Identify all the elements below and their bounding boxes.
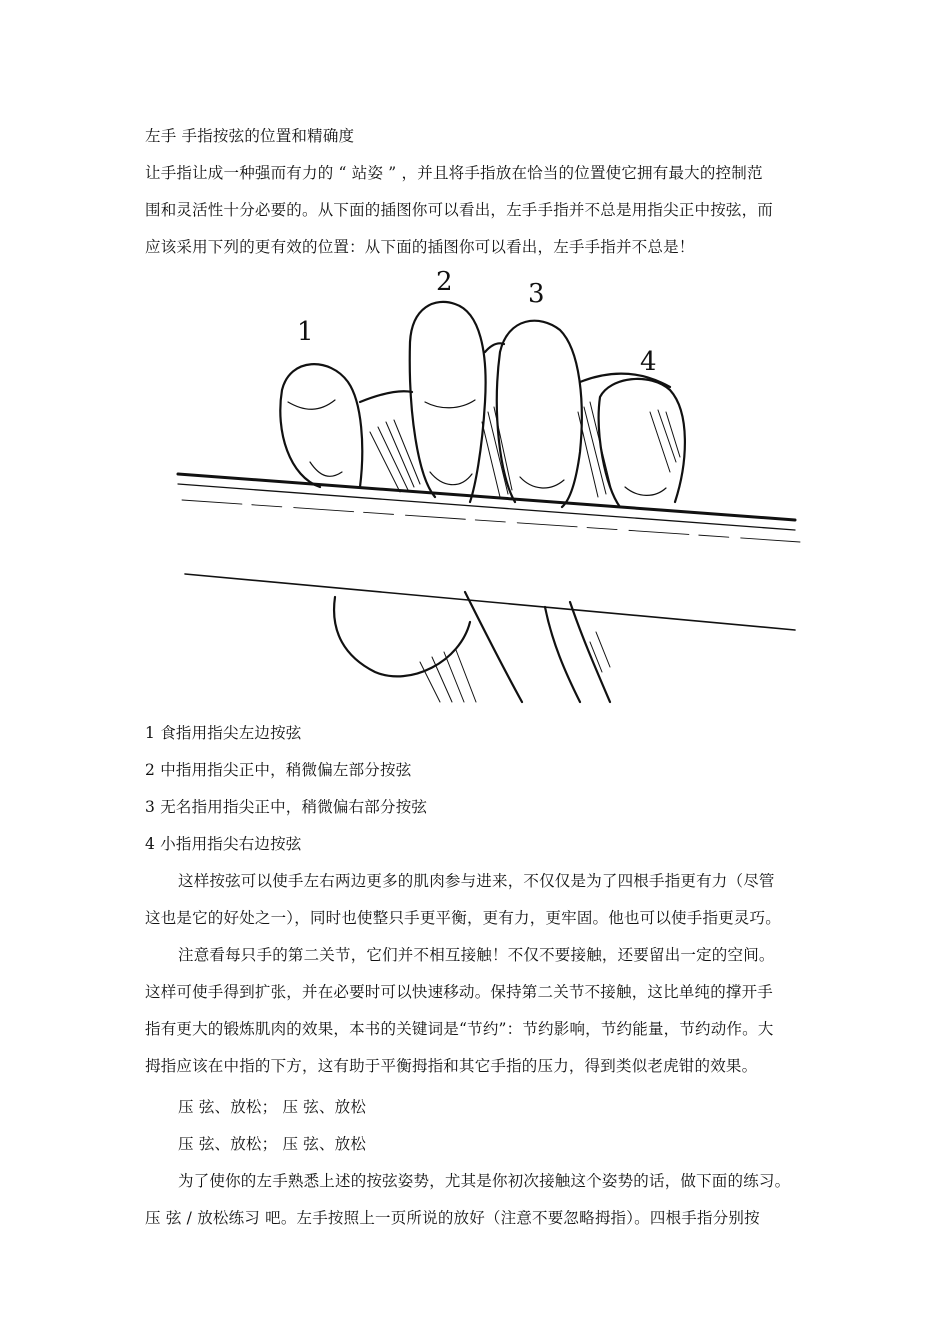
thumb [334,597,470,676]
fingerboard-top-edge [178,474,795,520]
finger-label-3: 3 [528,279,545,309]
legend-item-1: 1 食指用指尖左边按弦 [145,724,302,742]
finger-label-2: 2 [436,267,453,297]
body-line-5: 指有更大的锻炼肌肉的效果，本书的关键词是“节约”：节约影响，节约能量，节约动作。大 [145,1020,774,1038]
middle-finger [410,302,486,502]
legend-item-2: 2 中指用指尖正中，稍微偏左部分按弦 [145,761,412,779]
exercise-line-1: 压 弦、放松； 压 弦、放松 [178,1098,367,1116]
body-line-3: 注意看每只手的第二关节，它们并不相互接触！不仅不要接触，还要留出一定的空间。 [178,946,775,964]
body-line-6: 拇指应该在中指的下方，这有助于平衡拇指和其它手指的压力，得到类似老虎钳的效果。 [145,1057,758,1075]
intro-line-1: 让手指让成一种强而有力的 “ 站姿 ” ，并且将手指放在恰当的位置使它拥有最大的控制范 [145,164,763,182]
intro-line-2: 围和灵活性十分必要的。从下面的插图你可以看出，左手手指并不总是用指尖正中按弦，而 [145,201,774,219]
intro-line-3: 应该采用下列的更有效的位置：从下面的插图你可以看出，左手手指并不总是！ [145,238,695,256]
finger-label-4: 4 [640,347,657,377]
body-line-7: 为了使你的左手熟悉上述的按弦姿势，尤其是你初次接触这个姿势的话，做下面的练习。 [178,1172,791,1190]
legend-item-4: 4 小指用指尖右边按弦 [145,835,302,853]
little-finger [599,379,685,507]
body-line-2: 这也是它的好处之一），同时也使整只手更平衡，更有力，更牢固。他也可以使手指更灵巧。 [145,909,781,927]
body-line-4: 这样可使手得到扩张，并在必要时可以快速移动。保持第二关节不接触，这比单纯的撑开手 [145,983,774,1001]
finger-label-1: 1 [297,317,314,347]
legend-item-3: 3 无名指用指尖正中，稍微偏右部分按弦 [145,798,428,816]
index-finger [280,364,362,487]
section-title: 左手 手指按弦的位置和精确度 [145,127,355,145]
fingerboard-bottom-edge [185,574,795,630]
body-line-1: 这样按弦可以使手左右两边更多的肌肉参与进来，不仅仅是为了四根手指更有力（尽管 [178,872,775,890]
body-line-8: 压 弦 / 放松练习 吧。左手按照上一页所说的放好（注意不要忽略拇指）。四根手指分别按 [145,1209,760,1227]
left-hand-fingering-illustration [170,262,810,707]
exercise-line-2: 压 弦、放松； 压 弦、放松 [178,1135,367,1153]
